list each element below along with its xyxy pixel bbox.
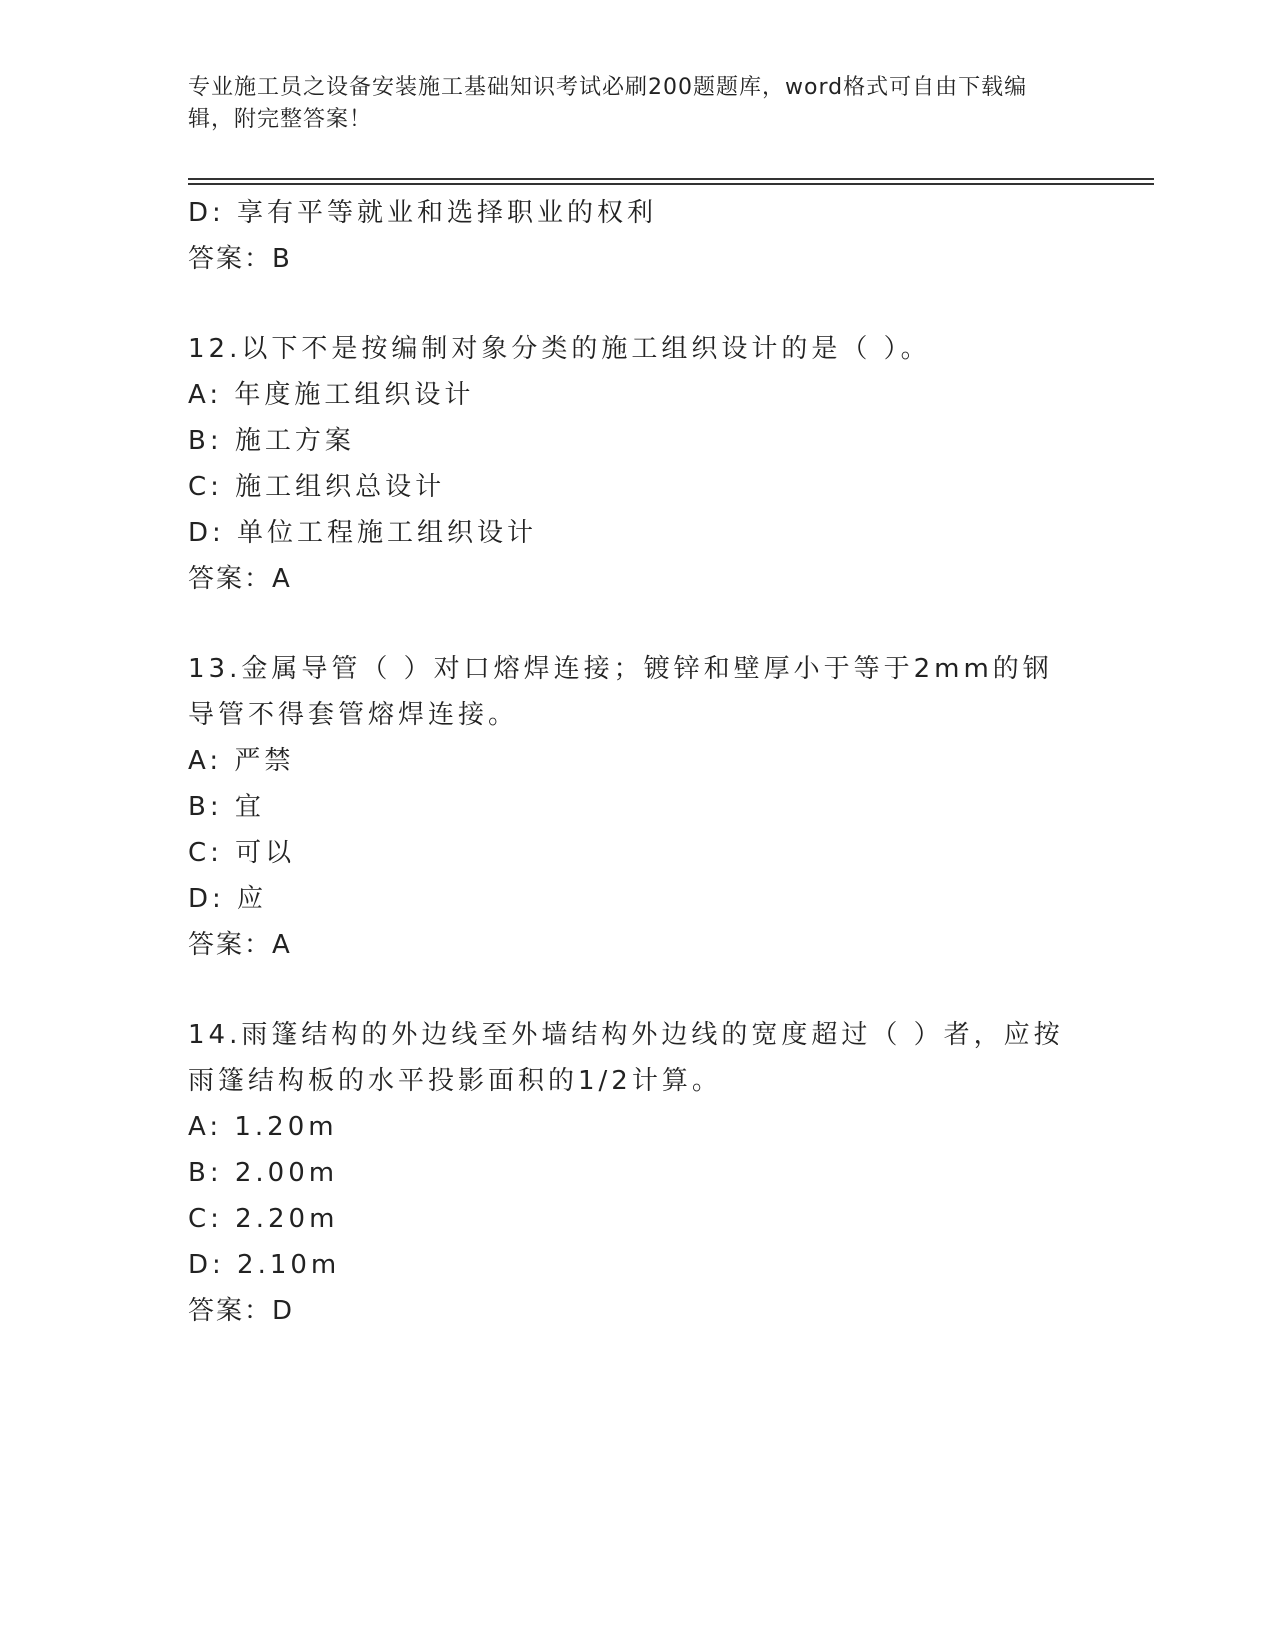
question-13 [188,646,1088,968]
option-d: D: 应 [188,884,268,914]
option-b: B: 施工方案 [188,426,355,456]
option-d: D: 单位工程施工组织设计 [188,518,538,548]
answer: 答案：D [188,1296,295,1326]
header-divider-top [188,178,1154,180]
question-text: 13.金属导管（ ）对口熔焊连接；镀锌和壁厚小于等于2mm的钢导管不得套管熔焊连接。 [188,654,1053,730]
option-d: D: 2.10m [188,1250,341,1280]
document-header: 专业施工员之设备安装施工基础知识考试必刷200题题库，word格式可自由下载编辑，附完整答案！ [188,75,1028,132]
question-12 [188,326,1088,602]
answer: 答案：A [188,930,292,960]
previous-question-answer: 答案：B [188,244,292,274]
question-14 [188,1012,1088,1334]
header-divider-bottom [188,183,1154,185]
spacer [188,968,1088,1012]
question-text: 14.雨篷结构的外边线至外墙结构外边线的宽度超过（ ）者，应按雨篷结构板的水平投影面积的1/2计算。 [188,1020,1064,1096]
option-c: C: 2.20m [188,1204,339,1234]
option-b: B: 宜 [188,792,265,822]
option-c: C: 可以 [188,838,296,868]
answer: 答案：A [188,564,292,594]
spacer [188,282,1088,326]
question-text: 12.以下不是按编制对象分类的施工组织设计的是（ ）。 [188,334,931,364]
option-a: A: 严禁 [188,746,295,776]
option-a: A: 年度施工组织设计 [188,380,475,410]
spacer [188,602,1088,646]
previous-question-option-d: D: 享有平等就业和选择职业的权利 [188,198,658,228]
option-b: B: 2.00m [188,1158,339,1188]
question-list [188,190,1088,1334]
option-a: A: 1.20m [188,1112,338,1142]
option-c: C: 施工组织总设计 [188,472,446,502]
